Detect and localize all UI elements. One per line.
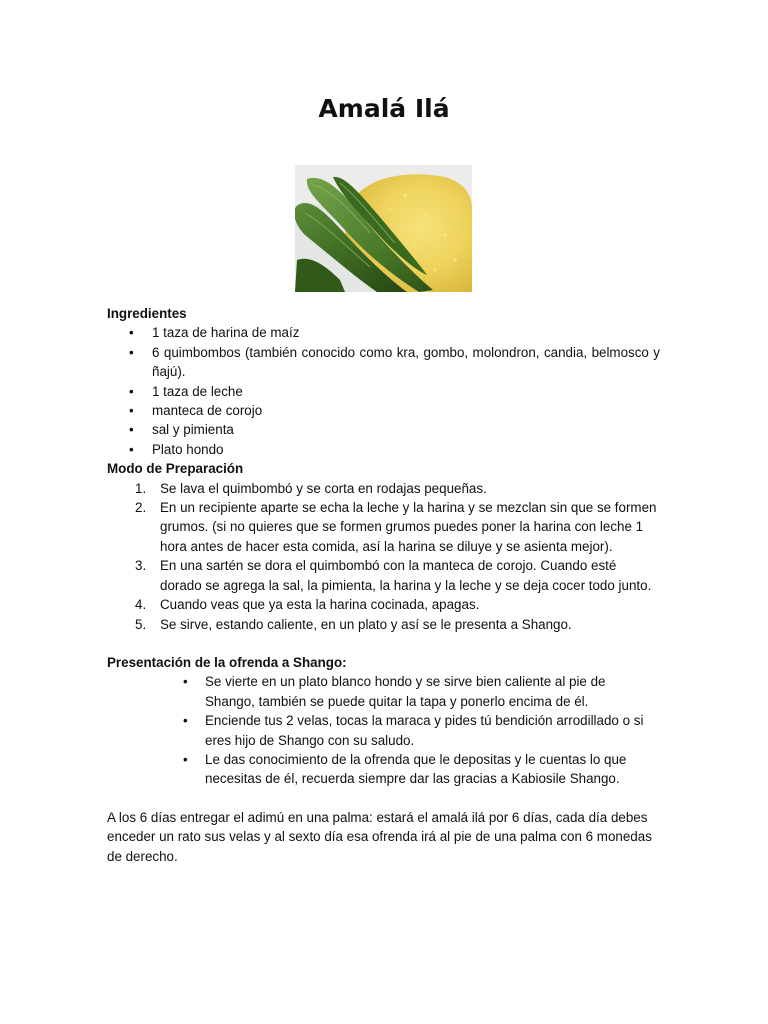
step-number: 4. [135,597,147,613]
list-item [107,615,660,634]
step-text: Se lava el quimbombó y se corta en rodajas pequeñas. [160,480,487,496]
step-text: En una sartén se dora el quimbombó con la manteca de corojo. Cuando esté dorado se agrega la sal, la pimienta, la harina y la leche y se deja cocer todo junto. [160,558,652,593]
list-item: • Enciende tus 2 velas, tocas la maraca y pides tú bendición arrodillado o si eres hijo de Shango con su saludo. [107,711,660,750]
list-item [107,556,660,595]
list-item: • 1 taza de leche [107,382,660,401]
ingredients-heading: Ingredientes [107,306,187,321]
list-item [107,479,660,498]
list-item [107,595,660,614]
preparation-heading: Modo de Preparación [107,461,244,477]
page-title: Amalá Ilá [318,94,450,123]
recipe-content [107,304,660,866]
list-item: • 1 taza de harina de maíz [107,323,660,342]
step-number: 2. [135,500,147,516]
list-item: • Le das conocimiento de la ofrenda que le depositas y le cuentas lo que necesitas de él, recuerda siempre dar las gracias a Kabiosile Shango. [107,750,660,789]
closing-paragraph: A los 6 días entregar el adimú en una palma: estará el amalá ilá por 6 días, cada día debes enceder un rato sus velas y al sexto día esa ofrenda irá al pie de una palma con 6 monedas de derecho. [107,809,652,864]
list-item: • 6 quimbombos (también conocido como kra, gombo, molondron, candia, belmosco y ñajú). [107,343,660,382]
preparation-steps [107,479,660,634]
step-number: 3. [135,558,147,574]
okra-and-cornmeal-photo [295,165,472,292]
list-item [107,498,660,556]
list-item: • sal y pimienta [107,420,660,439]
ingredients-list [107,323,660,459]
step-number: 5. [135,616,147,632]
presentation-list [107,672,660,788]
presentation-heading: Presentación de la ofrenda a Shango: [107,654,347,670]
step-text: Se sirve, estando caliente, en un plato y así se le presenta a Shango. [160,616,572,632]
list-item: • Se vierte en un plato blanco hondo y se sirve bien caliente al pie de Shango, también se puede quitar la tapa y ponerlo encima de él. [107,672,660,711]
list-item: • Plato hondo [107,440,660,459]
step-text: En un recipiente aparte se echa la leche y la harina y se mezclan sin que se formen grumos. (si no quieres que se formen grumos puedes poner la harina con leche 1 hora antes de hacer esta comida, así la harina se diluye y se asienta mejor). [160,500,657,554]
step-number: 1. [135,480,147,496]
step-text: Cuando veas que ya esta la harina cocinada, apagas. [160,597,480,613]
list-item: • manteca de corojo [107,401,660,420]
